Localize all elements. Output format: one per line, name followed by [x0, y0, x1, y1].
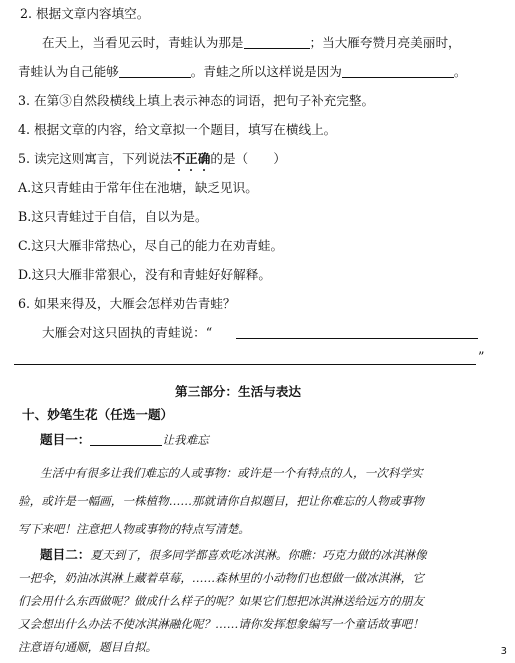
part3-heading: 第三部分：生活与表达 [175, 384, 301, 399]
q2-blank-2[interactable] [119, 65, 191, 78]
topic1-line-2: 验，或许是一幅画，一株植物……那就请你自拟题目，把让你难忘的人物或事物 [18, 494, 424, 508]
topic1-title-blank[interactable] [90, 433, 162, 446]
topic2-line-4: 又会想出什么办法不使冰淇淋融化呢？……请你发挥想象编写一个童话故事吧！ [18, 617, 424, 631]
q5-option-d[interactable]: D.这只大雁非常狠心，没有和青蛙好好解释。 [18, 267, 271, 282]
topic1-label: 题目一： [40, 432, 91, 447]
q6-close-quote: ” [478, 349, 485, 364]
topic1-suffix: 让我难忘 [162, 433, 209, 447]
q2-line2-text-b: 。青蛙之所以这样说是因为 [190, 64, 342, 79]
q3-text: 3. 在第③自然段横线上填上表示神态的词语，把句子补充完整。 [18, 93, 375, 108]
q5-option-b[interactable]: B.这只青蛙过于自信，自以为是。 [18, 209, 208, 224]
q5-neg-3: 确 [197, 151, 211, 166]
q2-title: 2. 根据文章内容填空。 [20, 6, 150, 21]
q5-neg-2: 正 [185, 151, 198, 166]
q6-answer-line-1[interactable] [236, 338, 478, 339]
topic2-line-1 [40, 547, 427, 563]
q2-line1-text-b: ；当大雁夸赞月亮美丽时， [309, 35, 461, 50]
section10-heading: 十、妙笔生花（任选一题） [22, 407, 174, 422]
q2-line2-text-a: 青蛙认为自己能够 [18, 64, 119, 79]
q6-lead: 大雁会对这只固执的青蛙说：“ [42, 325, 213, 340]
q5-negation [173, 151, 211, 166]
topic2-label: 题目二： [40, 547, 91, 562]
q2-line1 [42, 35, 461, 51]
q5-post: 的是（ ） [210, 151, 286, 166]
q5-option-c[interactable]: C.这只大雁非常热心，尽自己的能力在劝青蛙。 [18, 238, 284, 253]
topic2-line-5: 注意语句通顺，题目自拟。 [18, 640, 158, 654]
topic1-line-3: 写下来吧！注意把人物或事物的特点写清楚。 [18, 522, 250, 536]
q5-option-a[interactable]: A.这只青蛙由于常年住在池塘，缺乏见识。 [18, 180, 258, 195]
q2-line1-text-a: 在天上，当看见云时，青蛙认为那是 [42, 35, 244, 50]
q6-title: 6. 如果来得及，大雁会怎样劝告青蛙？ [18, 296, 236, 311]
q2-blank-1[interactable] [244, 36, 310, 49]
topic2-line-1-text: 夏天到了，很多同学都喜欢吃冰淇淋。你瞧：巧克力做的冰淇淋像 [90, 548, 427, 562]
q5-title [18, 151, 286, 167]
q4-text: 4. 根据文章的内容，给文章拟一个题目，填写在横线上。 [18, 122, 337, 137]
page-number: 3 [500, 646, 507, 657]
q2-line2-text-c: 。 [453, 64, 467, 79]
topic1-line-1: 生活中有很多让我们难忘的人或事物：或许是一个有特点的人，一次科学实 [40, 466, 423, 480]
topic2-line-2: 一把伞，奶油冰淇淋上藏着草莓，……森林里的小动物们也想做一做冰淇淋，它 [18, 571, 424, 585]
q5-neg-1: 不 [172, 151, 186, 166]
topic2-line-3: 们会用什么东西做呢？做成什么样子的呢？如果它们想把冰淇淋送给远方的朋友 [18, 594, 424, 608]
q5-pre: 5. 读完这则寓言，下列说法 [18, 151, 173, 166]
q2-blank-3[interactable] [342, 65, 454, 78]
q2-line2 [18, 64, 466, 80]
q6-answer-line-2[interactable] [14, 364, 476, 365]
topic1-heading [40, 432, 209, 448]
